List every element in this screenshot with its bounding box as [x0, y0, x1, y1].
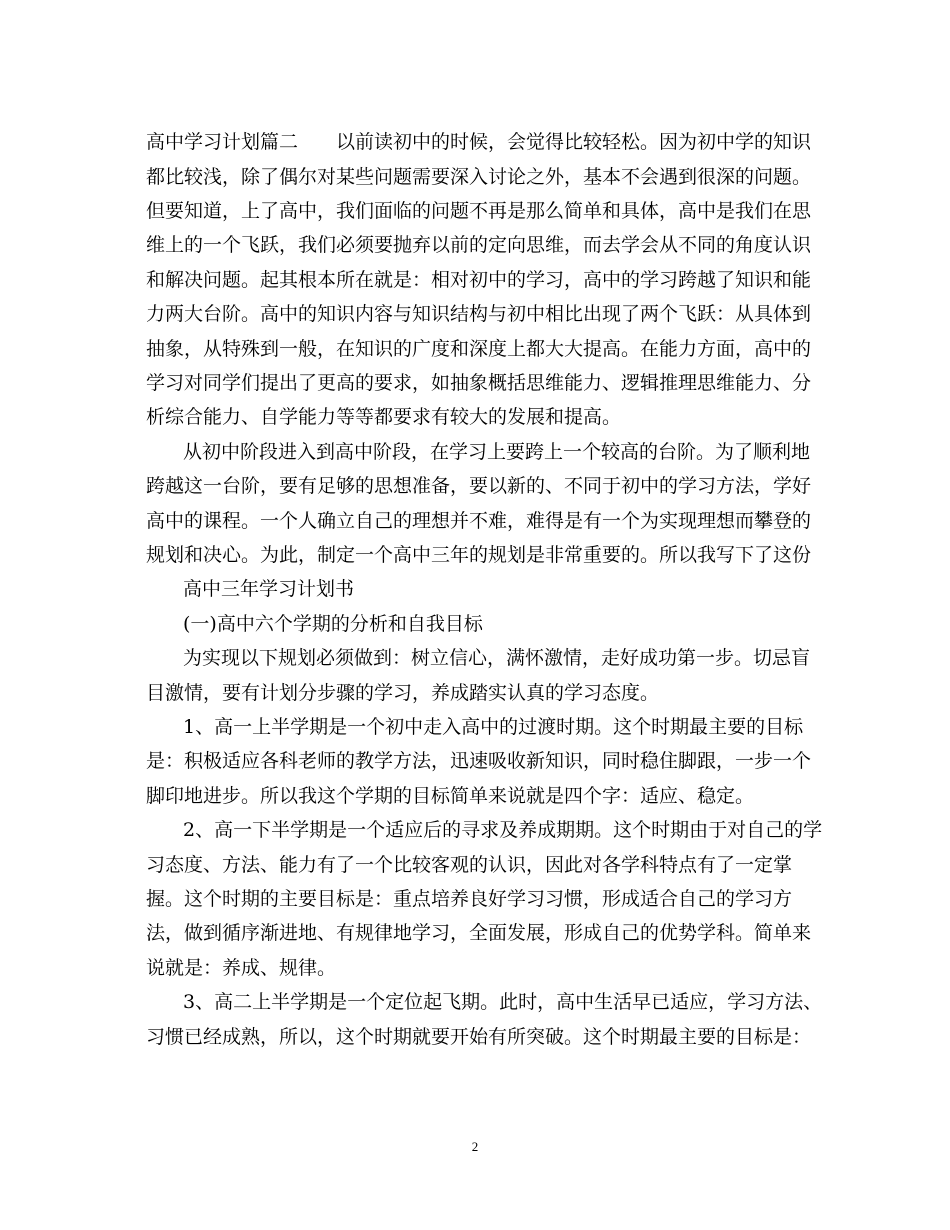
- text-line: (一)高中六个学期的分析和自我目标: [183, 613, 483, 635]
- text-line: 但要知道，上了高中，我们面临的问题不再是那么简单和具体，高中是我们在思: [146, 200, 812, 222]
- text-line: 高中学习计划篇二 以前读初中的时候，会觉得比较轻松。因为初中学的知识: [146, 131, 812, 153]
- text-line: 脚印地进步。所以我这个学期的目标简单来说就是四个字：适应、稳定。: [146, 785, 755, 807]
- text-line: 习惯已经成熟，所以，这个时期就要开始有所突破。这个时期最主要的目标是：: [146, 1026, 812, 1048]
- text-line: 2、高一下半学期是一个适应后的寻求及养成期期。这个时期由于对自己的学: [183, 819, 823, 841]
- text-line: 规划和决心。为此，制定一个高中三年的规划是非常重要的。所以我写下了这份: [146, 544, 812, 566]
- text-line: 和解决问题。起其根本所在就是：相对初中的学习，高中的学习跨越了知识和能: [146, 269, 812, 291]
- text-line: 握。这个时期的主要目标是：重点培养良好学习习惯，形成适合自己的学习方: [146, 888, 793, 910]
- text-line: 高中的课程。一个人确立自己的理想并不难，难得是有一个为实现理想而攀登的: [146, 510, 812, 532]
- text-line: 抽象，从特殊到一般，在知识的广度和深度上都大大提高。在能力方面，高中的: [146, 338, 812, 360]
- text-line: 目激情，要有计划分步骤的学习，养成踏实认真的学习态度。: [146, 682, 660, 704]
- page-number: 2: [471, 1139, 479, 1154]
- text-line: 高中三年学习计划书: [183, 578, 355, 600]
- text-line: 学习对同学们提出了更高的要求，如抽象概括思维能力、逻辑推理思维能力、分: [146, 372, 812, 394]
- text-line: 为实现以下规划必须做到：树立信心，满怀激情，走好成功第一步。切忌盲: [183, 647, 811, 669]
- text-line: 3、高二上半学期是一个定位起飞期。此时，高中生活早已适应，学习方法、: [183, 991, 823, 1013]
- text-line: 是：积极适应各科老师的教学方法，迅速吸收新知识，同时稳住脚跟，一步一个: [146, 750, 812, 772]
- text-line: 从初中阶段进入到高中阶段，在学习上要跨上一个较高的台阶。为了顺利地: [183, 441, 811, 463]
- text-line: 力两大台阶。高中的知识内容与知识结构与初中相比出现了两个飞跃：从具体到: [146, 303, 812, 325]
- text-line: 1、高一上半学期是一个初中走入高中的过渡时期。这个时期最主要的目标: [183, 716, 804, 738]
- text-line: 维上的一个飞跃，我们必须要抛弃以前的定向思维，而去学会从不同的角度认识: [146, 234, 812, 256]
- text-line: 都比较浅，除了偶尔对某些问题需要深入讨论之外，基本不会遇到很深的问题。: [146, 166, 812, 188]
- text-line: 法，做到循序渐进地、有规律地学习，全面发展，形成自己的优势学科。简单来: [146, 922, 812, 944]
- text-line: 习态度、方法、能力有了一个比较客观的认识，因此对各学科特点有了一定掌: [146, 854, 793, 876]
- text-line: 析综合能力、自学能力等等都要求有较大的发展和提高。: [146, 406, 622, 428]
- text-line: 跨越这一台阶，要有足够的思想准备，要以新的、不同于初中的学习方法，学好: [146, 475, 812, 497]
- text-line: 说就是：养成、规律。: [146, 957, 337, 979]
